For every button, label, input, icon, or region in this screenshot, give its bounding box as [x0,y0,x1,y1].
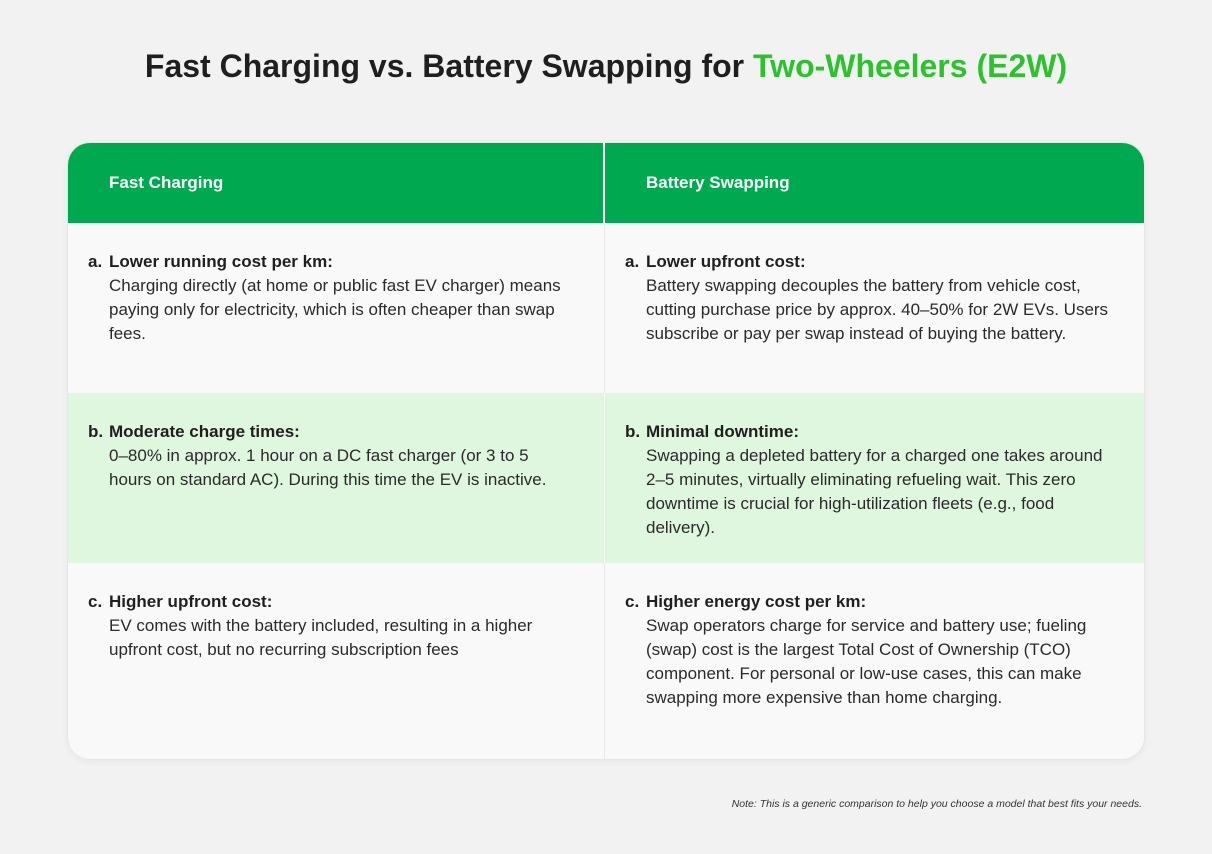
item-marker: c. [625,592,640,611]
table-cell-fast-charging [68,393,605,563]
item-marker: a. [625,252,640,271]
item-text: Swap operators charge for service and battery use; fueling (swap) cost is the largest Total Cost of Ownership (TCO) component. For personal or low-use cases, this can make swapping more expensive than home charging. [646,616,1087,707]
table-cell-battery-swapping [605,223,1144,393]
item-text: Charging directly (at home or public fast EV charger) means paying only for electricity, which is often cheaper than swap fees. [109,276,561,343]
item-heading: Minimal downtime: [646,422,799,441]
page-title-accent: Two-Wheelers (E2W) [753,48,1068,84]
table-row-highlighted [68,393,1144,563]
item-text: 0–80% in approx. 1 hour on a DC fast charger (or 3 to 5 hours on standard AC). During this time the EV is inactive. [109,446,547,489]
item-heading: Higher upfront cost: [109,592,273,611]
table-cell-fast-charging [68,223,605,393]
page-title [0,48,1212,85]
table-cell-battery-swapping [605,563,1144,759]
table-header-row [68,143,1144,223]
item-heading: Lower running cost per km: [109,252,333,271]
item-text: Battery swapping decouples the battery from vehicle cost, cutting purchase price by approx. 40–50% for 2W EVs. Users subscribe or pay per swap instead of buying the battery. [646,276,1109,343]
table-row [68,223,1144,393]
item-content [109,420,574,492]
item-content [109,590,574,662]
item-marker: b. [88,422,104,441]
item-marker: a. [88,252,103,271]
table-cell-battery-swapping [605,393,1144,563]
item-text: Swapping a depleted battery for a charged one takes around 2–5 minutes, virtually eliminating refueling wait. This zero downtime is crucial for high-utilization fleets (e.g., food delivery). [646,446,1103,537]
item-heading: Moderate charge times: [109,422,300,441]
column-header-fast-charging: Fast Charging [68,143,605,223]
item-content [646,250,1114,346]
item-content [646,420,1114,540]
item-heading: Higher energy cost per km: [646,592,867,611]
item-marker: b. [625,422,641,441]
item-text: EV comes with the battery included, resulting in a higher upfront cost, but no recurring subscription fees [109,616,533,659]
table-cell-fast-charging [68,563,605,759]
page-title-main: Fast Charging vs. Battery Swapping for [144,48,753,84]
item-content [109,250,574,346]
item-content [646,590,1114,710]
comparison-table [68,143,1144,759]
table-row [68,563,1144,759]
item-heading: Lower upfront cost: [646,252,806,271]
item-marker: c. [88,592,103,611]
footnote: Note: This is a generic comparison to help you choose a model that best fits your needs. [731,798,1142,810]
column-header-battery-swapping: Battery Swapping [646,173,790,192]
